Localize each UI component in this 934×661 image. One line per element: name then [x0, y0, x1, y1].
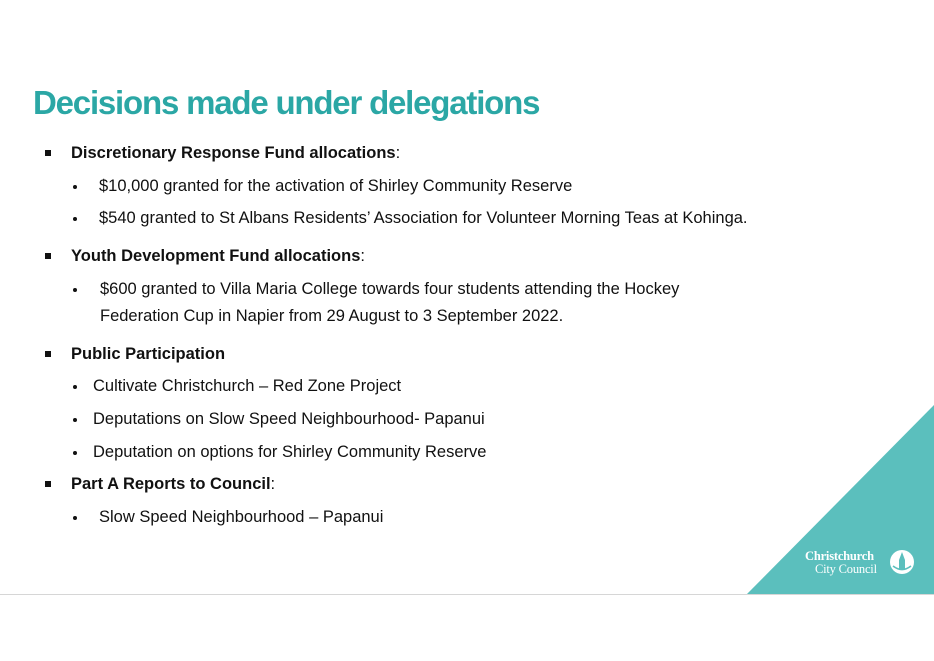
list-item: Cultivate Christchurch – Red Zone Project	[93, 377, 402, 395]
list-bullet	[73, 185, 77, 189]
list-bullet	[73, 385, 77, 389]
list-item: $540 granted to St Albans Residents’ Association for Volunteer Morning Teas at Kohinga.	[99, 209, 748, 227]
section-bullet	[45, 351, 51, 357]
section-heading-public: Public Participation	[71, 345, 226, 363]
list-bullet	[73, 217, 77, 221]
list-bullet	[73, 516, 77, 520]
list-item: Deputation on options for Shirley Community Reserve	[93, 443, 487, 461]
section-bullet	[45, 150, 51, 156]
logo-line-2: City Council	[815, 562, 877, 576]
section-bullet	[45, 253, 51, 259]
cathedral-icon	[889, 549, 915, 575]
list-item: Slow Speed Neighbourhood – Papanui	[99, 508, 384, 526]
section-heading-youth: Youth Development Fund allocations:	[71, 247, 365, 265]
logo-line-1: Christchurch	[805, 549, 874, 563]
list-item: Deputations on Slow Speed Neighbourhood- Papanui	[93, 410, 485, 428]
list-bullet	[73, 418, 77, 422]
list-item: $600 granted to Villa Maria College towards four students attending the Hockey	[100, 280, 680, 298]
section-heading-discretionary: Discretionary Response Fund allocations:	[71, 144, 401, 162]
list-bullet	[73, 451, 77, 455]
page-title: Decisions made under delegations	[33, 84, 540, 121]
section-bullet	[45, 481, 51, 487]
list-item-continuation: Federation Cup in Napier from 29 August to 3 September 2022.	[100, 307, 564, 325]
slide-bottom-divider	[0, 594, 934, 595]
section-heading-part-a: Part A Reports to Council:	[71, 475, 276, 493]
list-bullet	[73, 288, 77, 292]
list-item: $10,000 granted for the activation of Shirley Community Reserve	[99, 177, 573, 195]
